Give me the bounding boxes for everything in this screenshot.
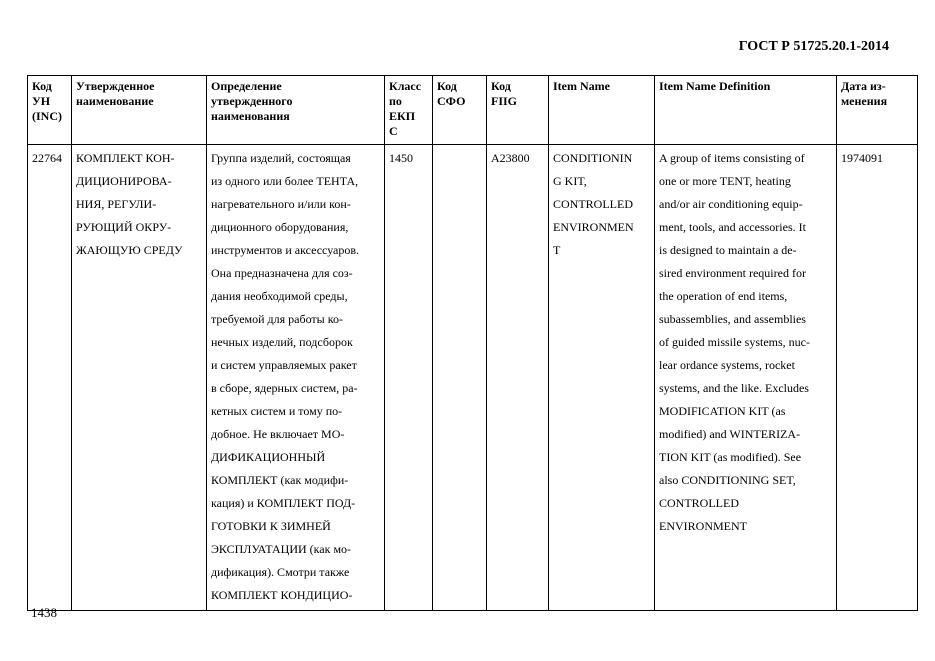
col-definition-header: Определение утвержденного наименования xyxy=(207,76,385,145)
cell-inc: 22764 xyxy=(28,145,72,611)
col-fiig-header: Код FIIG xyxy=(487,76,549,145)
col-item-name-header: Item Name xyxy=(549,76,655,145)
cell-definition: Группа изделий, состоящая из одного или более ТЕНТА, нагревательного и/или кон- диционного оборудования, инструментов и аксессуаров. Она предназначена для соз- дания необходимой среды, требуемой для работы ко- нечных изделий, подсборок и систем управляемых ракет в сборе, ядерных систем, ра- кетных систем и тому по- добное. Не включает МО- ДИФИКАЦИОННЫЙ КОМПЛЕКТ (как модифи- кация) и КОМПЛЕКТ ПОД- ГОТОВКИ К ЗИМНЕЙ ЭКСПЛУАТАЦИИ (как мо- дификация). Смотри также КОМПЛЕКТ КОНДИЦИО- xyxy=(207,145,385,611)
cell-item-definition: A group of items consisting of one or more TENT, heating and/or air conditioning equip- ment, tools, and accessories. It is designed to maintain a de- sired environment required for the operation of end items, subassemblies, and assemblies of guided missile systems, nuc- lear ordance systems, rocket systems, and the like. Excludes MODIFICATION KIT (as modified) and WINTERIZA- TION KIT (as modified). See also CONDITIONING SET, CONTROLLED ENVIRONMENT xyxy=(655,145,837,611)
col-date-header: Дата из- менения xyxy=(837,76,918,145)
standard-number: ГОСТ Р 51725.20.1-2014 xyxy=(738,39,889,54)
cell-class: 1450 xyxy=(385,145,433,611)
nomenclature-table xyxy=(27,75,918,611)
cell-date: 1974091 xyxy=(837,145,918,611)
col-approved-name-header: Утвержденное наименование xyxy=(72,76,207,145)
page-number: 1438 xyxy=(31,605,57,620)
cell-sfo xyxy=(433,145,487,611)
col-item-definition-header: Item Name Definition xyxy=(655,76,837,145)
col-inc-header: Код УН (INC) xyxy=(28,76,72,145)
cell-item-name: CONDITIONIN G KIT, CONTROLLED ENVIRONMEN T xyxy=(549,145,655,611)
col-class-header: Класс по ЕКП С xyxy=(385,76,433,145)
cell-fiig: A23800 xyxy=(487,145,549,611)
col-sfo-header: Код СФО xyxy=(433,76,487,145)
cell-approved-name: КОМПЛЕКТ КОН- ДИЦИОНИРОВА- НИЯ, РЕГУЛИ- РУЮЩИЙ ОКРУ- ЖАЮЩУЮ СРЕДУ xyxy=(72,145,207,611)
table-header-row xyxy=(28,76,918,145)
table-row xyxy=(28,145,918,611)
